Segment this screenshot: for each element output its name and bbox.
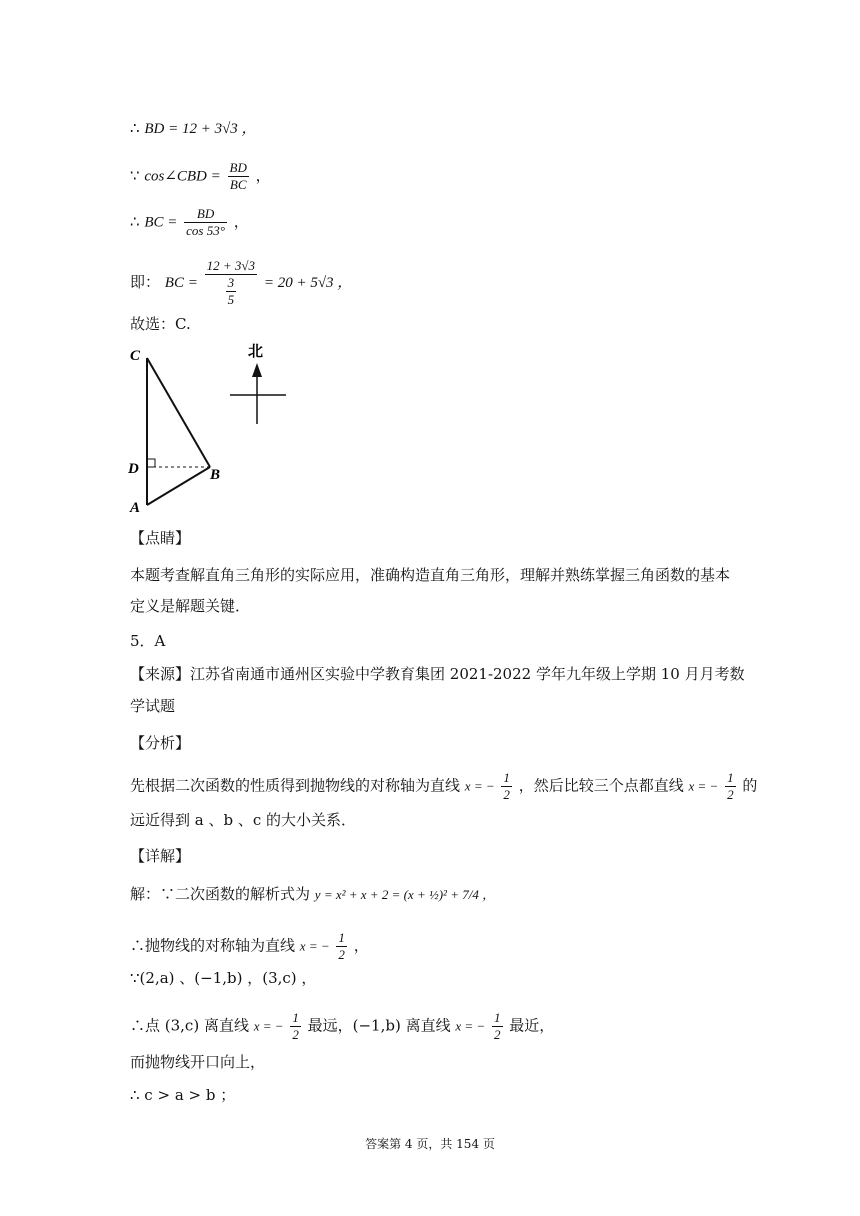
inner-denominator: 5 <box>227 292 235 307</box>
x-equals: x = − <box>299 938 330 954</box>
therefore-symbol: ∴ <box>130 212 140 231</box>
detail-text: 最远，(−1,b) 离直线 <box>307 1016 451 1035</box>
equation-line-4 <box>130 258 352 308</box>
segment-cb <box>147 358 210 467</box>
fraction-numerator: BD <box>184 206 227 223</box>
detail-line-4 <box>130 1010 554 1043</box>
source-line-1: 【来源】江苏省南通市通州区实验中学教育集团 2021-2022 学年九年级上学期 10 月月考数 <box>130 665 745 683</box>
detail-line-6: ∴ c > a > b ； <box>130 1086 236 1104</box>
quadratic-expression: y = x² + x + 2 = (x + ½)² + 7/4 ， <box>314 887 496 902</box>
half-denominator: 2 <box>494 1027 501 1042</box>
detail-text: 解：∵二次函数的解析式为 <box>130 885 311 903</box>
page-footer: 答案第 4 页，共 154 页 <box>365 1137 495 1151</box>
north-arrow-icon <box>252 363 262 377</box>
detail-text: ∴抛物线的对称轴为直线 <box>130 936 296 955</box>
fraction-half <box>725 770 736 803</box>
because-symbol: ∵ <box>130 166 140 185</box>
half-denominator: 2 <box>292 1027 299 1042</box>
fraction-bd-over-bc <box>228 160 249 193</box>
fraction-denominator: cos 53° <box>186 223 225 238</box>
label-c: C <box>130 348 141 364</box>
analysis-line-1 <box>130 770 757 803</box>
comma: ， <box>233 212 249 231</box>
detail-text: 最近， <box>509 1016 555 1035</box>
compound-fraction <box>205 258 257 308</box>
equation-line-1 <box>130 118 257 139</box>
x-equals: x = − <box>455 1018 486 1034</box>
comment-header: 【点睛】 <box>130 529 191 547</box>
therefore-symbol: ∴ <box>130 119 140 137</box>
north-label: 北 <box>248 342 264 360</box>
ji-prefix: 即： <box>130 273 161 291</box>
fraction-denominator <box>205 275 257 308</box>
triangle-figure <box>120 340 310 520</box>
comment-text-line-2: 定义是解题关键． <box>130 597 251 615</box>
fraction-half <box>290 1010 301 1043</box>
half-numerator: 1 <box>494 1010 501 1025</box>
detail-line-5: 而抛物线开口向上， <box>130 1053 266 1071</box>
half-numerator: 1 <box>503 770 510 785</box>
label-a: A <box>130 500 141 516</box>
bc-left: BC = <box>144 214 178 231</box>
fraction-bd-over-cos53 <box>184 206 227 239</box>
half-numerator: 1 <box>727 770 734 785</box>
segment-ab <box>147 467 210 505</box>
detail-line-3: ∵(2,a) 、(−1,b) ，(3,c) ， <box>130 969 317 987</box>
inner-numerator: 3 <box>227 275 235 290</box>
fraction-half <box>336 930 347 963</box>
fraction-half <box>501 770 512 803</box>
analysis-header: 【分析】 <box>130 734 191 752</box>
label-b: B <box>210 467 221 483</box>
comment-text-line-1: 本题考查解直角三角形的实际应用，准确构造直角三角形，理解并熟练掌握三角函数的基本 <box>130 566 731 584</box>
bc-result: = 20 + 5√3 ， <box>263 275 353 291</box>
half-numerator: 1 <box>338 930 345 945</box>
half-denominator: 2 <box>503 787 510 802</box>
x-equals: x = − <box>253 1018 284 1034</box>
analysis-text-b: ，然后比较三个点都直线 <box>518 776 684 795</box>
comma: ， <box>255 166 271 185</box>
equation-line-3 <box>130 206 249 239</box>
cos-cbd-left: cos∠CBD = <box>144 168 221 185</box>
analysis-text-a: 先根据二次函数的性质得到抛物线的对称轴为直线 <box>130 776 461 795</box>
x-equals: x = − <box>688 778 719 794</box>
detail-line-1 <box>130 884 495 905</box>
comma: ， <box>353 936 369 955</box>
detail-text: ∴点 (3,c) 离直线 <box>130 1016 249 1035</box>
x-equals: x = − <box>464 778 495 794</box>
fraction-numerator: 12 + 3√3 <box>206 258 256 273</box>
answer-choice: 故选：C. <box>130 315 191 333</box>
bd-value-expression: BD = 12 + 3√3 ， <box>144 121 257 137</box>
right-angle-mark <box>147 459 155 467</box>
bc-left: BC = <box>164 275 198 291</box>
half-denominator: 2 <box>338 947 345 962</box>
question-5-answer: 5．A <box>130 632 166 650</box>
source-line-2: 学试题 <box>130 697 176 715</box>
detail-line-2 <box>130 930 369 963</box>
fraction-half <box>492 1010 503 1043</box>
label-d: D <box>128 461 139 477</box>
fraction-denominator: BC <box>229 177 247 192</box>
inner-fraction <box>226 275 237 308</box>
half-denominator: 2 <box>727 787 734 802</box>
detail-header: 【详解】 <box>130 847 191 865</box>
equation-line-2 <box>130 160 271 193</box>
analysis-text-c: 的 <box>742 776 758 795</box>
analysis-line-2: 远近得到 a 、b 、c 的大小关系． <box>130 811 357 829</box>
half-numerator: 1 <box>292 1010 299 1025</box>
fraction-numerator: BD <box>229 160 247 175</box>
